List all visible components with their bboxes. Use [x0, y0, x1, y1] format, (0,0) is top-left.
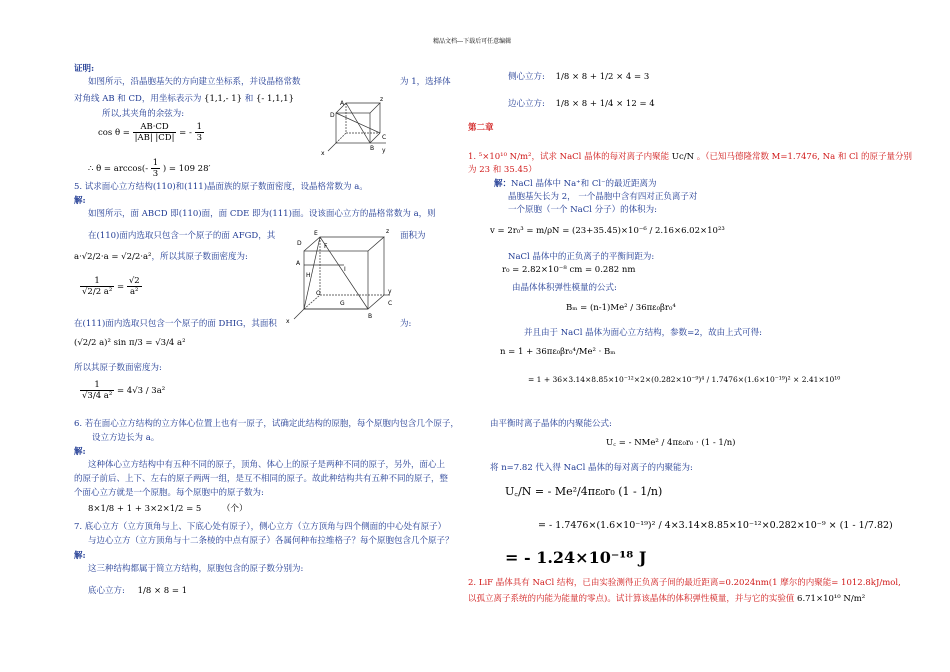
p1-line2a: 对角线	[74, 94, 100, 104]
page-header: 精品文档---下载后可任意编辑	[433, 38, 512, 45]
vec1: {1,1,- 1}	[204, 94, 243, 104]
side-expr: 1/8 × 8 + 1/2 × 4 = 3	[555, 72, 650, 82]
area-expression: a·√2/2·a = √2/2·a²	[74, 252, 152, 262]
q7-bottom-expr: 1/8 × 8 = 1	[137, 586, 188, 596]
q6-text-d: 的原子前后、上下、左右的原子两两一组，是互不相同的原子。故此种结构共有五种不同的原子，整	[74, 474, 449, 484]
fig2-label-y: y	[388, 288, 392, 295]
theta-rhs: ) = 109 28′	[162, 164, 211, 174]
p1-line3: 所以,其夹角的余弦为:	[102, 109, 185, 119]
fig2-label-i: I	[344, 266, 346, 273]
q2-text-a: 2. LiF 晶体具有 NaCl 结构，已由实验测得正负离子间的最近距离=0.2024nm(1 摩尔的内聚能= 1012.8kJ/mol,	[468, 578, 901, 588]
theta-equation	[88, 158, 210, 179]
vec2: {- 1,1,1}	[255, 94, 295, 104]
fig2-label-e: E	[314, 230, 318, 237]
sol-text-7: 由平衡时离子晶体的内聚能公式:	[490, 419, 612, 429]
p1-line2	[74, 92, 294, 104]
p1-line2b: AB 和 CD，用坐标表示为	[102, 94, 202, 104]
cos-rhs: = -	[179, 128, 192, 138]
side-label: 侧心立方:	[508, 72, 545, 82]
fig2-label-h: H	[306, 272, 311, 279]
sol-text-5: 由晶体体积弹性模量的公式:	[512, 283, 617, 293]
p1-line1-tail: 为 1，选择体	[400, 77, 451, 87]
sol-text-8: 将 n=7.82 代入得 NaCl 晶体的每对离子的内聚能为:	[490, 463, 693, 473]
fig1-label-z: z	[380, 96, 384, 103]
sol-text-4: NaCl 晶体中的正负离子的平衡间距为:	[508, 252, 655, 262]
bulk-modulus-expression: Bₘ = (n-1)Me² / 36πε₀βr₀⁴	[566, 303, 676, 313]
question-6a: 6. 若在面心立方结构的立方体心位置上也有一原子，试确定此结构的原胞，每个原胞内包含几个原子，	[74, 419, 459, 429]
fig2-label-d: D	[297, 240, 302, 247]
q6-text-c: 这种体心立方结构中有五种不同的原子，顶角、体心上的原子是两种不同的原子，另外，面心上	[88, 460, 446, 470]
fig1-label-x: x	[321, 150, 325, 157]
density-1	[80, 276, 142, 297]
theta-num: 1	[152, 158, 159, 168]
fig2-label-b: B	[368, 313, 373, 320]
area-tail: ，所以其原子数面密度为:	[151, 252, 248, 262]
ucn-expression: U꜀/N = - Me²/4πε₀r₀ (1 - 1/n)	[505, 485, 663, 498]
fig2-label-c: C	[388, 300, 393, 307]
dens1-num: 1	[80, 276, 114, 287]
fig1-label-d: D	[330, 112, 335, 119]
cos-val-den: 3	[196, 133, 202, 143]
dens1-rhs-num: √2	[128, 276, 140, 286]
dens2-den: √3/4 a²	[82, 391, 113, 401]
dens2-num: 1	[80, 380, 114, 391]
ucn-numeric-expression: = - 1.7476×(1.6×10⁻¹⁹)² / 4×3.14×8.85×10⁻¹²×0.282×10⁻⁹ × (1 - 1/7.82)	[538, 520, 893, 531]
area2-expression: (√2/2 a)² sin π/3 = √3/4 a²	[74, 338, 186, 348]
q1-text-c: 为 23 和 35.45）	[468, 165, 537, 175]
density-2	[80, 380, 165, 401]
cos-equation	[98, 122, 204, 143]
edge-expr: 1/8 × 8 + 1/4 × 12 = 4	[555, 99, 655, 109]
theta-den: 3	[152, 169, 159, 179]
cos-val-num: 1	[196, 122, 202, 132]
p1-and: 和	[244, 94, 254, 104]
cube-diagram-2	[284, 225, 394, 325]
fig1-label-b: B	[370, 145, 375, 152]
solution-label-3: 解:	[74, 551, 86, 561]
fig2-label-o: O	[316, 290, 321, 297]
q5-text-a: 如图所示，面 ABCD 即(110)面，面 CDE 即为(111)面。设该面心立方的晶格常数为 a，则	[88, 209, 436, 219]
q5-text-c-tail: 为:	[400, 319, 412, 329]
sol-text-6: 并且由于 NaCl 晶体为面心立方结构，参数=2，故由上式可得:	[524, 328, 763, 338]
q5-text-b: 在(110)面内选取只包含一个原子的面 AFGD，其	[88, 231, 276, 241]
final-result: = - 1.24×10⁻¹⁸ J	[505, 548, 647, 567]
dens2-rhs: = 4√3 / 3a²	[116, 386, 166, 396]
fig2-label-a: A	[296, 260, 301, 267]
q7-bottom	[88, 584, 187, 596]
q5-text-c: 在(111)面内选取只包含一个原子的面 DHIG，其面积	[74, 319, 277, 329]
q2-line-b	[468, 592, 865, 604]
q1-text-a: 1. ⁵×10¹⁰ N/m²，试求 NaCl 晶体的每对离子内聚能	[468, 152, 670, 162]
q6-text-e: 个面心立方就是一个原胞。每个原胞中的原子数为:	[74, 488, 264, 498]
cos-num: AB·CD	[133, 122, 177, 133]
dens1-rhs-den: a²	[129, 287, 139, 297]
question-7a: 7. 底心立方（立方顶角与上、下底心处有原子），侧心立方（立方顶角与四个侧面的中心处有原子）	[74, 522, 447, 532]
q1-text-b: 。（已知马德隆常数 M=1.7476, Na 和 Cl 的原子量分别	[696, 152, 912, 162]
theta-lhs: ∴ θ = arccos(-	[88, 164, 149, 174]
cube-diagram-1	[318, 95, 388, 157]
side-cubic	[508, 70, 649, 82]
question-5: 5. 试求面心立方结构(110)和(111)晶面族的原子数面密度，设晶格常数为 a。	[74, 182, 368, 192]
q2-text-b: 以孤立离子系统的内能为能量的零点)。试计算该晶体的体积弹性模量，并与它的实验值	[468, 594, 795, 604]
uc-expression: U꜀ = - NMe² / 4πε₀r₀ · (1 - 1/n)	[606, 438, 736, 448]
area-expr	[74, 250, 248, 262]
q5-text-b-tail: 面积为	[400, 231, 426, 241]
fig2-label-x: x	[286, 318, 290, 325]
q1-frac: Uc/N	[671, 152, 695, 162]
dens1-den: √2/2 a²	[82, 287, 113, 297]
cos-lhs: cos θ =	[98, 128, 130, 138]
dens1-eq: =	[116, 282, 125, 292]
cos-den: |AB| |CD|	[134, 133, 175, 143]
question-7b: 与边心立方（立方顶角与十二条棱的中点有原子）各属何种布拉维格子？每个原胞包含几个原子？	[88, 536, 454, 546]
p1-line1: 如图所示，沿晶胞基矢的方向建立坐标系，并设晶格常数	[88, 77, 301, 87]
solution-block	[494, 177, 657, 189]
sol-text-2: 晶胞基矢长为 2， 一个晶胞中含有四对正负离子对	[508, 192, 698, 202]
q6-unit: （个）	[222, 504, 248, 514]
fig1-label-y: y	[382, 147, 386, 154]
q6-equation	[88, 502, 248, 514]
chapter-title: 第二章	[468, 123, 494, 133]
n-expression: n = 1 + 36πε₀βr₀⁴/Me² · Bₘ	[500, 347, 616, 357]
r0-expression: r₀ = 2.82×10⁻⁸ cm = 0.282 nm	[502, 265, 636, 275]
fig2-label-g: G	[340, 300, 345, 307]
edge-cubic	[508, 97, 655, 109]
fig1-label-c: C	[382, 134, 387, 141]
proof-label: 证明:	[74, 64, 95, 74]
solution-label-right: 解：	[494, 179, 512, 189]
fig2-label-z: z	[386, 228, 390, 235]
q7-bottom-label: 底心立方:	[88, 586, 125, 596]
q2-value: 6.71×10¹⁰ N/m²	[797, 594, 866, 604]
q1-line-a	[468, 150, 912, 162]
sol-text-1: NaCl 晶体中 Na⁺和 Cl⁻的最近距离为	[511, 179, 657, 189]
solution-label-1: 解:	[74, 196, 86, 206]
solution-label-2: 解:	[74, 447, 86, 457]
q6-expr: 8×1/8 + 1 + 3×2×1/2 = 5	[88, 504, 202, 514]
fig1-label-a: A	[340, 100, 345, 107]
q5-text-d: 所以其原子数面密度为:	[74, 363, 162, 373]
question-6b: 设立方边长为 a。	[92, 433, 160, 443]
q7-text-c: 这三种结构都属于简立方结构，原胞包含的原子数分别为:	[88, 564, 304, 574]
n-expression-2: = 1 + 36×3.14×8.85×10⁻¹²×2×(0.282×10⁻⁹)⁴ / 1.7476×(1.6×10⁻¹⁹)² × 2.41×10¹⁰	[528, 375, 841, 384]
volume-expression: v = 2r₀³ = m/ρN = (23+35.45)×10⁻⁶ / 2.16×6.02×10²³	[490, 226, 725, 236]
fig2-label-f: F	[324, 243, 328, 250]
edge-label: 边心立方:	[508, 99, 545, 109]
sol-text-3: 一个原胞（一个 NaCl 分子）的体积为:	[508, 205, 657, 215]
